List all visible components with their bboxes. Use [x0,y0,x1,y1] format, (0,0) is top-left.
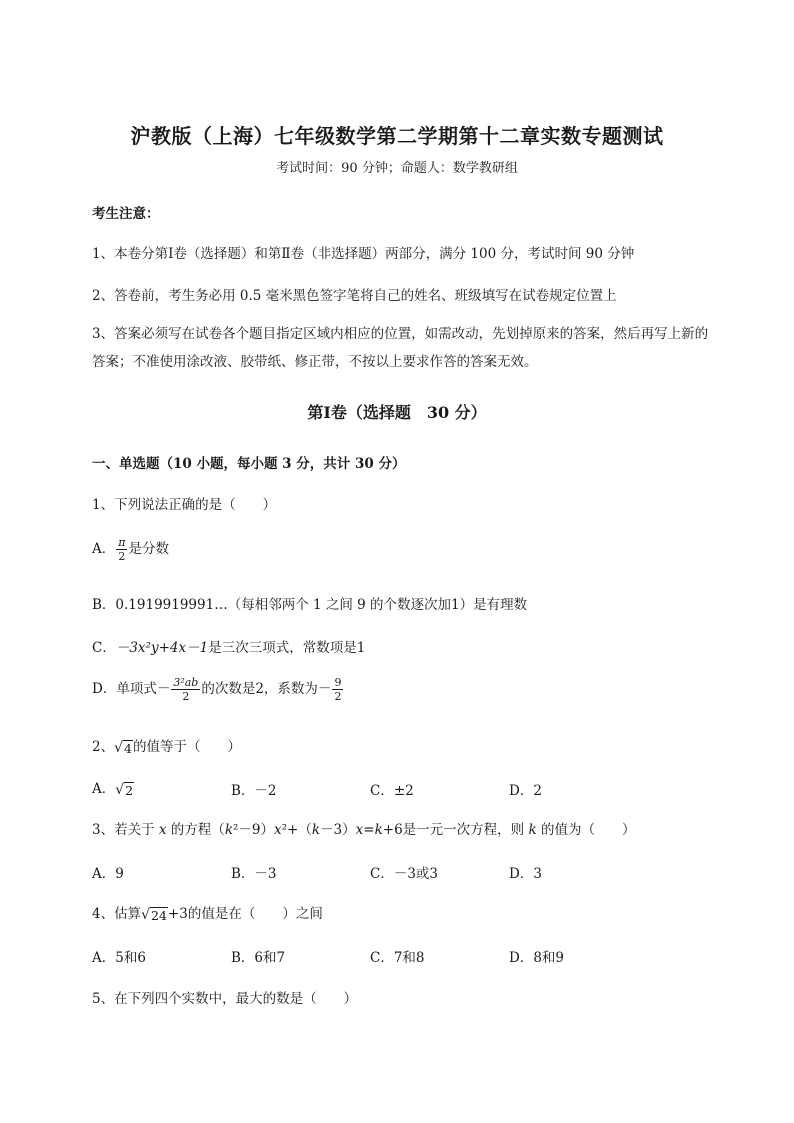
section-title: 第Ⅰ卷（选择题 30 分） [307,403,487,422]
q3-var-k: k [528,822,537,838]
q3-option-a: A．9 [92,866,124,882]
q1-a-fraction [116,536,127,563]
part-title: 一、单选题（10 小题，每小题 3 分，共计 30 分） [92,456,406,472]
exam-title: 沪教版（上海）七年级数学第二学期第十二章实数专题测试 [130,124,664,148]
q3-stem-part: 3、若关于 [92,822,159,838]
q2-stem-suffix: 的值等于（ ） [132,739,241,755]
q2-a-prefix: A． [92,781,116,797]
q1-d-numerator-2: 9 [334,676,342,689]
radical-sign: √ [141,906,151,923]
q1-d-middle: 的次数是2，系数为－ [201,681,332,697]
radical-sign: √ [115,781,125,798]
q4-stem [92,902,323,923]
q4-option-d: D．8和9 [509,950,565,966]
q1-c-suffix: 是三次三项式，常数项是1 [208,640,366,656]
q1-a-prefix: A． [92,541,116,557]
radical-sign: √ [114,739,124,756]
q2-stem [92,735,241,756]
q3-var-x: x [274,822,282,838]
q1-d-fraction-2 [332,676,343,703]
q2-radicand: 4 [124,740,132,756]
notice-heading: 考生注意： [92,206,160,222]
q2-option-b: B．－2 [231,783,277,799]
q1-stem: 1、下列说法正确的是（ ） [92,497,277,513]
q3-stem-part: +6是一元一次方程，则 [382,822,529,838]
q2-sqrt [114,740,133,756]
q4-stem-suffix: +3的值是在（ ）之间 [167,906,323,922]
q1-a-suffix: 是分数 [128,541,169,557]
q1-d-numerator-1: 3²ab [173,676,199,689]
q1-d-denominator-1: 2 [182,690,190,703]
q1-option-c [92,636,365,656]
q2-option-d: D．2 [509,783,542,799]
q4-radicand: 24 [151,907,167,923]
q2-stem-prefix: 2、 [92,739,115,755]
q1-d-fraction-1 [171,676,200,703]
q4-option-c: C．7和8 [370,950,425,966]
q3-stem-part: －3） [320,822,356,838]
q3-var-x: x [355,822,364,838]
notice-item-3: 3、答案必须写在试卷各个题目指定区域内相应的位置，如需改动，先划掉原来的答案，然后再写上新的答案；不准使用涂改液、胶带纸、修正带，不按以上要求作答的答案无效。 [92,326,709,370]
q3-option-b: B．－3 [231,866,277,882]
q1-a-numerator: π [118,536,126,549]
q1-d-denominator-2: 2 [334,690,342,703]
q5-stem: 5、在下列四个实数中，最大的数是（ ） [92,991,358,1007]
notice-item-1: 1、本卷分第Ⅰ卷（选择题）和第Ⅱ卷（非选择题）两部分，满分 100 分，考试时间 90 分钟 [92,246,635,262]
q1-c-prefix: C． [92,640,116,656]
q3-stem-part: ²－9） [233,822,275,838]
q1-d-prefix: D．单项式－ [92,681,171,697]
q3-var-x: x [158,822,167,838]
q3-stem-part: 的值为（ ） [536,822,636,838]
q1-option-a [92,536,169,563]
q3-var-k: k [224,822,233,838]
q2-a-radicand: 2 [125,782,134,798]
q4-option-b: B．6和7 [231,950,286,966]
q2-option-c: C．±2 [370,783,414,799]
q3-stem-part: = [363,822,375,838]
q3-var-k: k [374,822,383,838]
q3-stem-part: ²+（ [281,822,312,838]
q2-option-a [92,777,134,798]
q4-sqrt [141,907,168,923]
exam-subtitle: 考试时间：90 分钟；命题人：数学教研组 [276,161,518,176]
q1-option-b: B．0.1919919991…（每相邻两个 1 之间 9 的个数逐次加1）是有理数 [92,597,528,613]
q4-stem-prefix: 4、估算 [92,906,142,922]
notice-item-2: 2、答卷前，考生务必用 0.5 毫米黑色签字笔将自己的姓名、班级填写在试卷规定位置上 [92,288,617,304]
q3-stem-part: 的方程（ [166,822,225,838]
q3-option-c: C．－3或3 [370,866,439,882]
q2-a-sqrt [115,782,134,798]
q1-c-expression: －3x²y+4x－1 [115,640,209,656]
q1-a-denominator: 2 [118,550,126,563]
q3-var-k: k [311,822,321,838]
q1-option-d [92,676,344,703]
q4-option-a: A．5和6 [92,950,146,966]
q3-option-d: D．3 [509,866,542,882]
q3-stem [92,818,635,838]
